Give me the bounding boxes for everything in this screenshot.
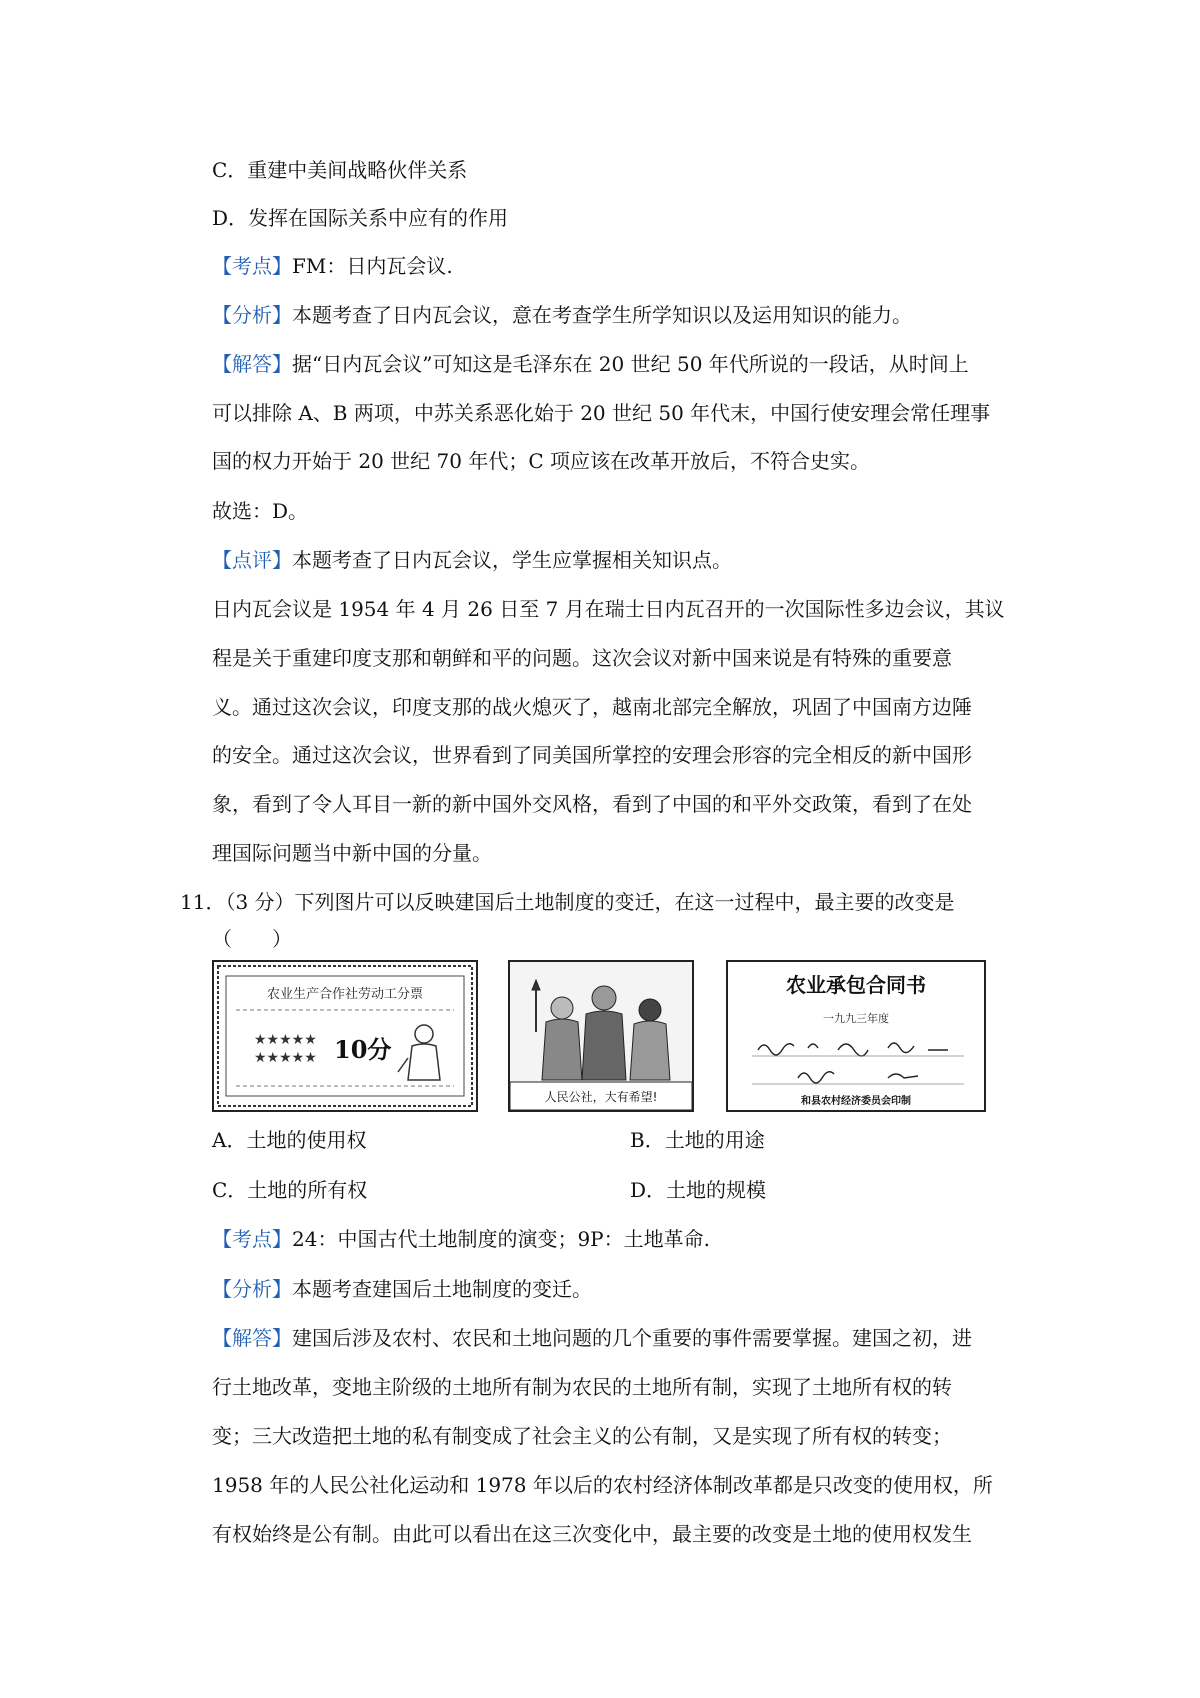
question-11-stem: 11．（3 分）下列图片可以反映建国后土地制度的变迁，在这一过程中，最主要的改变是 xyxy=(180,890,955,914)
contract-graphic xyxy=(728,962,984,1110)
poster-caption: 人民公社，大有希望! xyxy=(544,1090,658,1104)
ticket-value: 10分 xyxy=(334,1035,392,1064)
fenxi-q11 xyxy=(212,1274,1032,1304)
jieda-q11 xyxy=(212,1323,1032,1353)
kaodian-q11 xyxy=(212,1224,1032,1254)
commune-poster-image xyxy=(508,960,694,1112)
ticket-title: 农业生产合作社劳动工分票 xyxy=(266,987,424,1002)
dianping-tag: 【点评】 xyxy=(212,548,292,572)
extra-line: 理国际问题当中新中国的分量。 xyxy=(212,841,492,865)
contract-year: 一九九三年度 xyxy=(823,1012,889,1025)
option-c: C．土地的所有权 xyxy=(212,1178,368,1202)
extra-line: 程是关于重建印度支那和朝鲜和平的问题。这次会议对新中国来说是有特殊的重要意 xyxy=(212,646,952,670)
extra-line: 义。通过这次会议，印度支那的战火熄灭了，越南北部完全解放，巩固了中国南方边陲 xyxy=(212,695,972,719)
jieda-line: 据“日内瓦会议”可知这是毛泽东在 20 世纪 50 年代所说的一段话，从时间上 xyxy=(292,352,969,376)
jieda-line: 行土地改革，变地主阶级的土地所有制为农民的土地所有制，实现了土地所有权的转 xyxy=(212,1375,952,1399)
jieda-line: 1958 年的人民公社化运动和 1978 年以后的农村经济体制改革都是只改变的使用权，所 xyxy=(212,1473,993,1497)
kaodian-tag: 【考点】 xyxy=(212,254,292,278)
option-b: B．土地的用途 xyxy=(630,1128,765,1152)
answer-q10: 故选：D。 xyxy=(212,499,309,523)
stars-icon: ★★★★★ xyxy=(254,1032,317,1048)
contract-image xyxy=(726,960,986,1112)
poster-graphic xyxy=(510,962,692,1110)
option-d: D．土地的规模 xyxy=(630,1178,767,1202)
jieda-line: 建国后涉及农村、农民和土地问题的几个重要的事件需要掌握。建国之初，进 xyxy=(292,1326,972,1350)
answer-paren: （ ） xyxy=(212,927,292,951)
ticket-graphic xyxy=(214,962,476,1110)
fenxi-tag: 【分析】 xyxy=(212,303,292,327)
kaodian-q10 xyxy=(212,251,1032,281)
kaodian-tag: 【考点】 xyxy=(212,1227,292,1251)
option-a: A．土地的使用权 xyxy=(212,1128,367,1152)
kaodian-text: 24：中国古代土地制度的演变；9P：土地革命. xyxy=(292,1227,710,1251)
jieda-line: 国的权力开始于 20 世纪 70 年代；C 项应该在改革开放后，不符合史实。 xyxy=(212,449,870,473)
contract-title: 农业承包合同书 xyxy=(786,973,926,997)
jieda-q10 xyxy=(212,349,1032,379)
jieda-line: 有权始终是公有制。由此可以看出在这三次变化中，最主要的改变是土地的使用权发生 xyxy=(212,1522,972,1546)
jieda-line: 可以排除 A、B 两项，中苏关系恶化始于 20 世纪 50 年代末，中国行使安理会常任理事 xyxy=(212,401,991,425)
kaodian-text: FM：日内瓦会议. xyxy=(292,254,453,278)
contract-footer: 和县农村经济委员会印制 xyxy=(801,1096,911,1107)
dianping-text: 本题考查了日内瓦会议，学生应掌握相关知识点。 xyxy=(292,548,732,572)
fenxi-text: 本题考查建国后土地制度的变迁。 xyxy=(292,1277,592,1301)
fenxi-text: 本题考查了日内瓦会议，意在考查学生所学知识以及运用知识的能力。 xyxy=(292,303,912,327)
option-d-prev: D．发挥在国际关系中应有的作用 xyxy=(212,206,509,230)
stars-icon: ★★★★★ xyxy=(254,1050,317,1066)
jieda-tag: 【解答】 xyxy=(212,352,292,376)
work-point-ticket-image xyxy=(212,960,478,1112)
dianping-q10 xyxy=(212,545,1032,575)
extra-line: 的安全。通过这次会议，世界看到了同美国所掌控的安理会形容的完全相反的新中国形 xyxy=(212,743,972,767)
fenxi-q10 xyxy=(212,300,1032,330)
option-c-prev: C．重建中美间战略伙伴关系 xyxy=(212,158,468,182)
jieda-line: 变；三大改造把土地的私有制变成了社会主义的公有制，又是实现了所有权的转变； xyxy=(212,1424,952,1448)
extra-line: 象，看到了令人耳目一新的新中国外交风格，看到了中国的和平外交政策，看到了在处 xyxy=(212,792,972,816)
jieda-tag: 【解答】 xyxy=(212,1326,292,1350)
extra-line: 日内瓦会议是 1954 年 4 月 26 日至 7 月在瑞士日内瓦召开的一次国际性多边会议，其议 xyxy=(212,597,1005,621)
farmer-figure-icon xyxy=(398,1025,440,1080)
fenxi-tag: 【分析】 xyxy=(212,1277,292,1301)
